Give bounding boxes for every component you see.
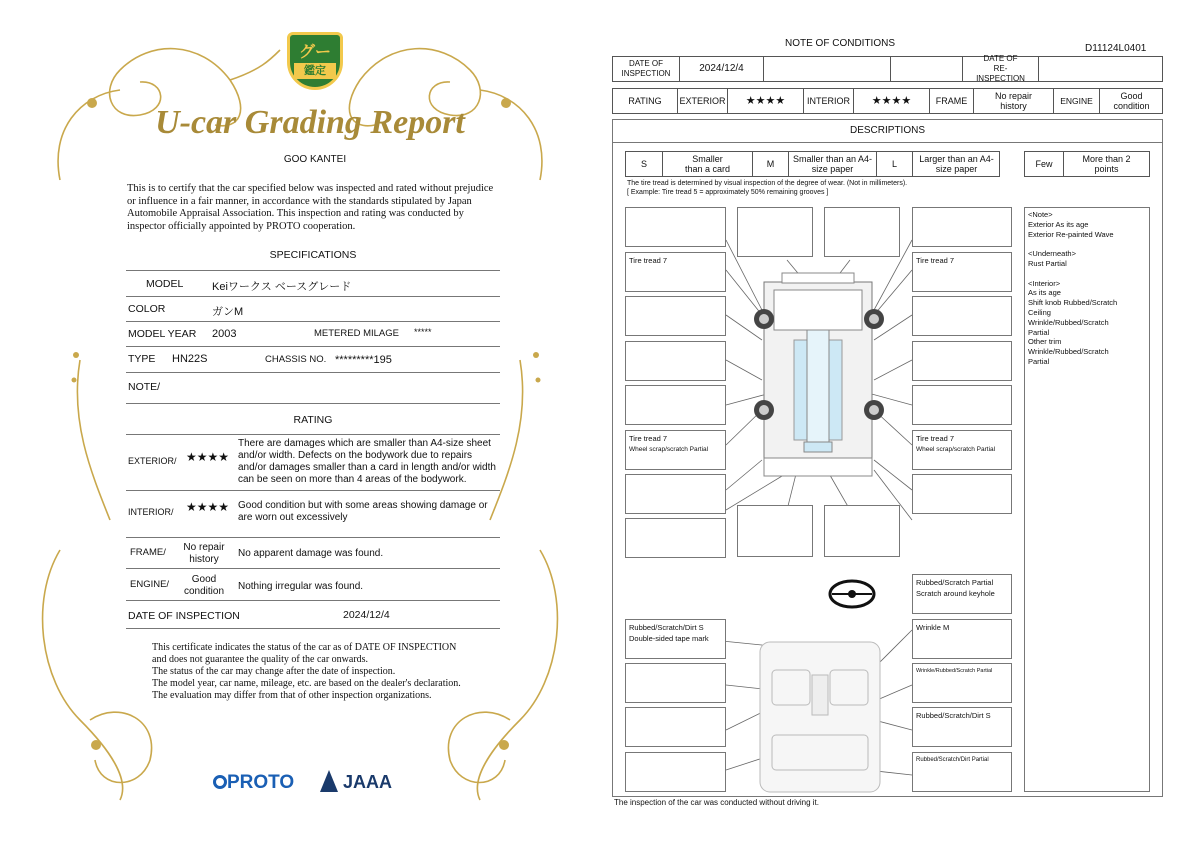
divider: [126, 537, 500, 538]
date-of-inspection-value: 2024/12/4: [343, 609, 390, 621]
condition-box: [912, 341, 1012, 381]
interior-right-box: [912, 752, 1012, 792]
tread-note: The tire tread is determined by visual inspection of the degree of wear. (Not in millimeters).: [627, 180, 908, 187]
note-line: Exterior As its age: [1028, 219, 1089, 229]
interior-label: INTERIOR: [803, 89, 853, 113]
tire-tread-text: Tire tread 7: [629, 256, 668, 265]
proto-logo-icon: [213, 775, 227, 789]
certificate-intro: This is to certify that the car specified below was inspected and rated without prejudice or influence in a fair manner, in accordance with the standards stipulated by Japan Automobile Appraisal Association. This inspection and rating was conducted by inspector officially appointed by PROTO cooperation.: [127, 183, 494, 232]
legend-m-desc: Smaller than an A4-size paper: [788, 152, 876, 176]
car-interior-view: [760, 642, 880, 792]
certificate-subtitle: GOO KANTEI: [283, 154, 347, 165]
steering-wheel-icon: [830, 581, 874, 607]
tire-front-right-box: [912, 252, 1012, 292]
empty-cell: [763, 57, 890, 81]
emblem-top-text: グー: [298, 44, 331, 61]
divider: [126, 600, 500, 601]
footer-line: The status of the car may change after the date of inspection.: [152, 666, 396, 677]
interior-stars: ★★★★: [186, 500, 230, 514]
condition-box: [912, 207, 1012, 247]
interior-note: Double-sided tape mark: [629, 634, 709, 643]
divider: [126, 270, 500, 271]
interior-note: Rubbed/Scratch/Dirt S: [916, 711, 991, 720]
interior-note: Wrinkle/Rubbed/Scratch Partial: [916, 668, 993, 674]
date-of-inspection-value: 2024/12/4: [679, 57, 763, 81]
exterior-label: EXTERIOR: [677, 89, 727, 113]
jaaa-logo-icon: [320, 770, 338, 792]
jaaa-logo-text: JAAA: [343, 772, 393, 792]
condition-box: [737, 207, 813, 257]
color-label: COLOR: [128, 303, 166, 315]
steering-note-1: Rubbed/Scratch Partial: [916, 578, 994, 587]
inspection-dates-row: [612, 56, 1163, 82]
condition-box: [824, 207, 900, 257]
frame-value: No repair history: [973, 89, 1053, 113]
frame-description: No apparent damage was found.: [238, 548, 384, 559]
steering-condition-box: [912, 574, 1012, 614]
note-spacer: [1028, 269, 1146, 279]
footer-line: This certificate indicates the status of the car as of DATE OF INSPECTION and does not guarantee the quality of the car onwards.: [152, 642, 457, 665]
divider: [126, 628, 500, 629]
legend-few-desc: More than 2 points: [1063, 152, 1149, 176]
descriptions-header: DESCRIPTIONS: [612, 119, 1163, 143]
tire-tread-text: Tire tread 7: [916, 256, 955, 265]
footer-line: The evaluation may differ from that of other inspection organizations.: [152, 690, 432, 701]
note-line: <Interior>: [1028, 278, 1061, 288]
interior-description: Good condition but with some areas showing damage or are worn out excessively: [238, 500, 488, 523]
interior-note: Rubbed/Scratch/Dirt S: [629, 623, 704, 632]
note-line: <Note>: [1028, 210, 1053, 219]
interior-note: Wrinkle M: [916, 623, 950, 632]
condition-box: [625, 207, 726, 247]
date-of-inspection-label: DATE OF INSPECTION: [128, 610, 240, 622]
engine-value: Good condition: [1099, 89, 1163, 113]
engine-label: ENGINE: [1053, 89, 1099, 113]
wheel-scrap-text: Wheel scrap/scratch Partial: [629, 446, 709, 453]
model-value: Keiワークス ベースグレード: [212, 281, 352, 293]
divider: [126, 296, 500, 297]
chassis-value: *********195: [335, 354, 392, 366]
type-value: HN22S: [172, 353, 208, 365]
jaaa-logo: [320, 770, 392, 793]
document-id: D11124L0401: [1085, 43, 1147, 54]
condition-box: [625, 474, 726, 514]
exterior-stars: ★★★★: [186, 450, 230, 464]
interior-left-box: [625, 619, 726, 659]
wheel-scrap-text: Wheel scrap/scratch Partial: [916, 446, 996, 453]
goo-kantei-emblem: [287, 32, 343, 90]
divider: [126, 490, 500, 491]
model-year-value: 2003: [212, 328, 237, 340]
note-line: <Underneath>: [1028, 249, 1076, 259]
rating-row: [612, 88, 1163, 114]
divider: [126, 372, 500, 373]
date-of-inspection-label: DATE OF INSPECTION: [621, 59, 671, 78]
divider: [126, 346, 500, 347]
rating-header: RATING: [293, 414, 333, 426]
exterior-label: EXTERIOR/: [128, 456, 177, 466]
exterior-description: There are damages which are smaller than A4-size sheet and/or width. Defects on the bodywork due to repairs and/or damages smaller than a card in length and/or width can be seen on more than 4 areas of the bodywork.: [238, 438, 496, 485]
legend-l-desc: Larger than an A4-size paper: [912, 152, 1000, 176]
note-line: Other trim: [1028, 337, 1062, 347]
legend-s: S: [640, 159, 647, 169]
emblem-bottom-text: 鑑定: [294, 63, 336, 79]
divider: [126, 434, 500, 435]
engine-description: Nothing irregular was found.: [238, 581, 364, 592]
frame-label: FRAME/: [130, 547, 166, 558]
interior-right-box: [912, 619, 1012, 659]
milage-value: *****: [414, 327, 432, 337]
condition-box: [824, 505, 900, 557]
interior-stars: ★★★★: [853, 89, 929, 113]
condition-box: [625, 663, 726, 703]
rating-label: RATING: [628, 96, 662, 106]
conditions-title: NOTE OF CONDITIONS: [785, 38, 895, 49]
note-line: Exterior Re-painted Wave: [1028, 229, 1114, 239]
few-legend: [1024, 151, 1150, 177]
size-legend: [625, 151, 1000, 177]
note-spacer: [1028, 239, 1146, 249]
divider: [126, 403, 500, 404]
note-line: As its age: [1028, 288, 1061, 298]
specifications-header: SPECIFICATIONS: [269, 249, 357, 261]
legend-m: M: [752, 152, 788, 176]
condition-box: [625, 707, 726, 747]
tire-rear-left-box: [625, 430, 726, 470]
interior-note: Rubbed/Scratch/Dirt Partial: [916, 757, 989, 763]
condition-box: [625, 341, 726, 381]
note-line: Rust Partial: [1028, 258, 1067, 268]
divider: [126, 321, 500, 322]
empty-cell: [890, 57, 962, 81]
proto-logo: [213, 772, 294, 794]
proto-logo-text: PROTO: [227, 772, 295, 793]
condition-box: [912, 296, 1012, 336]
note-line: Partial: [1028, 356, 1050, 366]
interior-label: INTERIOR/: [128, 507, 174, 517]
condition-box: [912, 385, 1012, 425]
model-label: MODEL: [146, 278, 184, 290]
model-year-label: MODEL YEAR: [128, 328, 197, 340]
chassis-label: CHASSIS NO.: [265, 354, 327, 365]
note-line: Wrinkle/Rubbed/Scratch: [1028, 347, 1109, 357]
condition-box: [625, 518, 726, 558]
notes-column: [1024, 207, 1150, 792]
tire-rear-right-box: [912, 430, 1012, 470]
legend-l: L: [876, 152, 912, 176]
footer-line: The model year, car name, mileage, etc. are based on the dealer's declaration.: [152, 678, 461, 689]
condition-box: [737, 505, 813, 557]
engine-value: Good condition: [183, 574, 225, 597]
conditions-footer: The inspection of the car was conducted without driving it.: [614, 798, 819, 807]
exterior-stars: ★★★★: [727, 89, 803, 113]
tread-example: [ Example: Tire tread 5 = approximately 50% remaining grooves ]: [627, 189, 829, 196]
color-value: ガンM: [212, 306, 244, 318]
condition-box: [625, 385, 726, 425]
tire-tread-text: Tire tread 7: [629, 434, 668, 443]
date-of-reinspection-label: DATE OF RE-INSPECTION: [962, 57, 1038, 81]
legend-s-desc: Smaller than a card: [662, 152, 752, 176]
tire-front-left-box: [625, 252, 726, 292]
type-label: TYPE: [128, 353, 156, 365]
frame-value: No repair history: [183, 542, 225, 565]
divider: [126, 568, 500, 569]
interior-right-box: [912, 663, 1012, 703]
steering-note-2: Scratch around keyhole: [916, 589, 995, 598]
condition-box: [912, 474, 1012, 514]
note-line: Shift knob Rubbed/Scratch: [1028, 298, 1118, 308]
interior-right-box: [912, 707, 1012, 747]
frame-label: FRAME: [929, 89, 973, 113]
engine-label: ENGINE/: [130, 579, 170, 590]
milage-label: METERED MILAGE: [314, 328, 399, 339]
note-line: Wrinkle/Rubbed/Scratch: [1028, 317, 1109, 327]
certificate-title: U-car Grading Report: [155, 104, 465, 141]
note-line: Ceiling: [1028, 307, 1051, 317]
note-label: NOTE/: [128, 381, 161, 393]
legend-few: Few: [1035, 159, 1053, 169]
condition-box: [625, 752, 726, 792]
note-line: Partial: [1028, 327, 1050, 337]
certificate-footer: [152, 642, 472, 702]
car-top-view: [754, 273, 884, 476]
empty-cell: [1038, 57, 1163, 81]
tire-tread-text: Tire tread 7: [916, 434, 955, 443]
condition-box: [625, 296, 726, 336]
